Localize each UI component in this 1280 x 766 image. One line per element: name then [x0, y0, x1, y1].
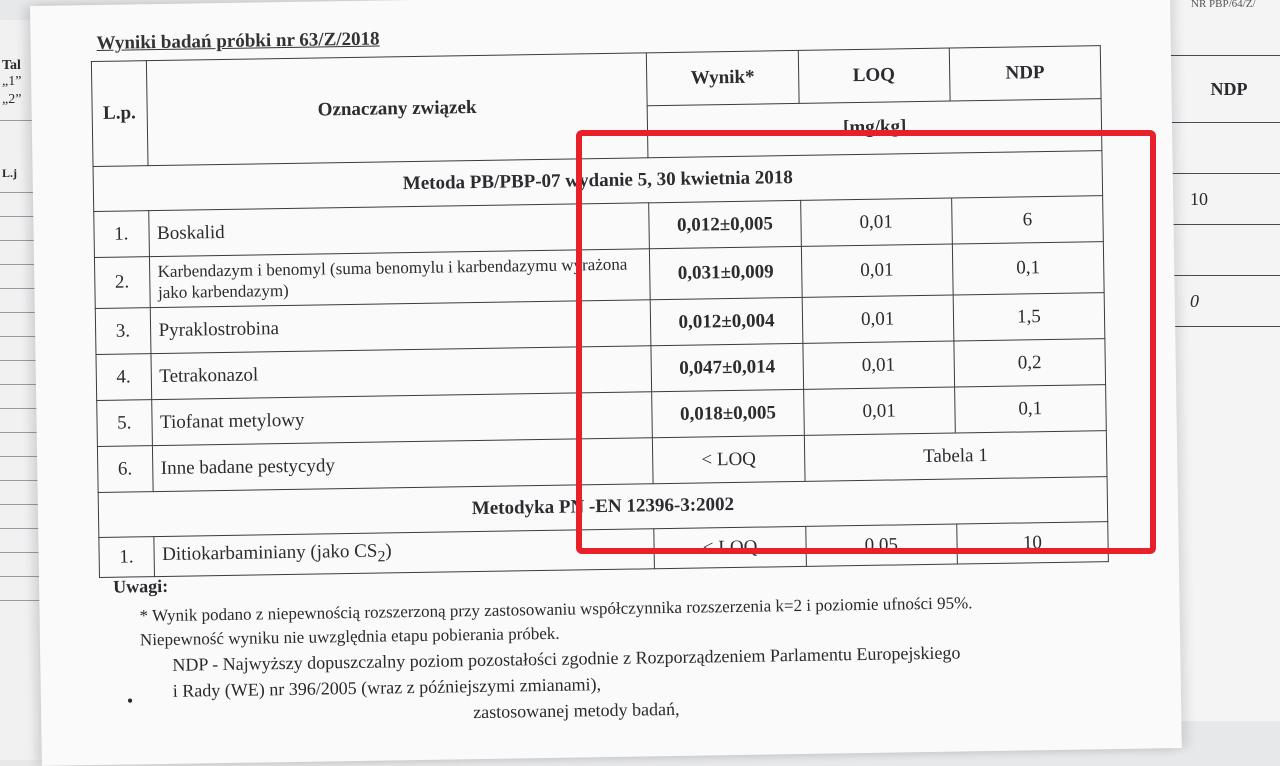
header-result: Wynik*: [647, 50, 799, 105]
red-highlight-frame: [576, 130, 1156, 554]
method-label: Metodyka PN -EN 12396-3:2002: [98, 477, 1108, 538]
note-ndp: [172, 638, 1073, 730]
left-fragment: Tal: [2, 58, 21, 74]
compound-name-end: ): [385, 540, 392, 561]
document-title: Wyniki badań próbki nr 63/Z/2018: [96, 29, 379, 55]
right-sheet-table: [1159, 55, 1280, 377]
cell-loq: 0,01: [800, 198, 952, 246]
left-fragment: „2”: [2, 92, 21, 108]
right-sheet-header: NDP: [1160, 56, 1280, 123]
compound-subscript: 2: [377, 548, 385, 565]
header-unit: [mg/kg]: [648, 98, 1102, 158]
method-label: Metoda PB/PBP-07 wydanie 5, 30 kwietnia 2018: [93, 151, 1103, 212]
right-sheet-cell: 10: [1160, 174, 1280, 225]
left-fragment: „1”: [2, 74, 21, 90]
cell-compound: Tiofanat metylowy: [151, 392, 653, 446]
cell-result: 0,012±0,004: [651, 297, 803, 345]
header-loq: LOQ: [798, 48, 950, 103]
cell-loq: 0,01: [803, 387, 955, 435]
cell-result: 0,031±0,009: [650, 246, 802, 299]
cell-lp: 4.: [96, 354, 151, 401]
cell-lp: 1.: [99, 537, 154, 578]
cell-ndp: 6: [951, 196, 1103, 244]
cell-loq: 0,05: [805, 524, 957, 566]
cell-ndp: 0,1: [954, 385, 1106, 433]
cell-result: < LOQ: [654, 526, 806, 568]
cell-merged-reference: Tabela 1: [804, 431, 1107, 482]
cell-loq: 0,01: [802, 295, 954, 343]
note-uncertainty: * Wynik podano z niepewnością rozszerzoną przy zastosowaniu współczynnika rozszerzenia k=2 i poziomie ufności 95%. Niepewność wyniku nie uwzględnia etapu pobierania próbek.: [139, 590, 1060, 652]
cell-ndp: 0,2: [954, 339, 1106, 387]
cell-lp: 1.: [94, 211, 149, 258]
compound-name: Ditiokarbaminiany (jako CS: [162, 540, 378, 564]
right-sheet-cell: 0: [1160, 276, 1280, 327]
cell-compound: Inne badane pestycydy: [152, 438, 654, 492]
cell-lp: 3.: [95, 308, 150, 355]
cell-result: 0,012±0,005: [649, 200, 801, 248]
note-ndp-line: zastosowanej metody badań,: [173, 690, 1073, 730]
header-compound: Oznaczany związek: [146, 53, 648, 166]
cell-lp: 2.: [94, 257, 149, 309]
right-sheet-cell: [1160, 123, 1280, 174]
cell-loq: 0,01: [802, 341, 954, 389]
right-sheet-cell: [1160, 327, 1280, 378]
header-ndp: NDP: [949, 46, 1101, 101]
cell-result: 0,018±0,005: [652, 389, 804, 437]
cell-ndp: 1,5: [953, 293, 1105, 341]
cell-compound: Boskalid: [148, 203, 650, 257]
cell-ndp: 0,1: [952, 242, 1104, 295]
right-sheet-ref: NR PBP/64/Z/: [1191, 0, 1256, 10]
right-sheet-cell: [1160, 225, 1280, 276]
cell-result: 0,047±0,014: [651, 343, 803, 391]
cell-lp: 6.: [97, 446, 152, 493]
cell-lp: 5.: [97, 400, 152, 447]
notes-heading: Uwagi:: [113, 576, 168, 598]
cell-ndp: 10: [957, 522, 1109, 564]
cell-compound: Pyraklostrobina: [150, 300, 652, 354]
header-lp: L.p.: [91, 61, 147, 167]
note-ndp-line: NDP - Najwyższy dopuszczalny poziom pozostałości zgodnie z Rozporządzeniem Parlamentu Europejskiego: [172, 638, 1072, 678]
note-ndp-line: i Rady (WE) nr 396/2005 (wraz z późniejszymi zmianami),: [173, 664, 1073, 704]
cell-compound: Tetrakonazol: [150, 346, 652, 400]
left-fragment: L.j: [2, 166, 17, 181]
bullet-icon: •: [127, 690, 134, 711]
cell-compound: Karbendazym i benomyl (suma benomylu i karbendazymu wyrażona jako karbendazym): [149, 249, 651, 308]
cell-result: < LOQ: [653, 435, 805, 483]
cell-loq: 0,01: [801, 244, 953, 297]
